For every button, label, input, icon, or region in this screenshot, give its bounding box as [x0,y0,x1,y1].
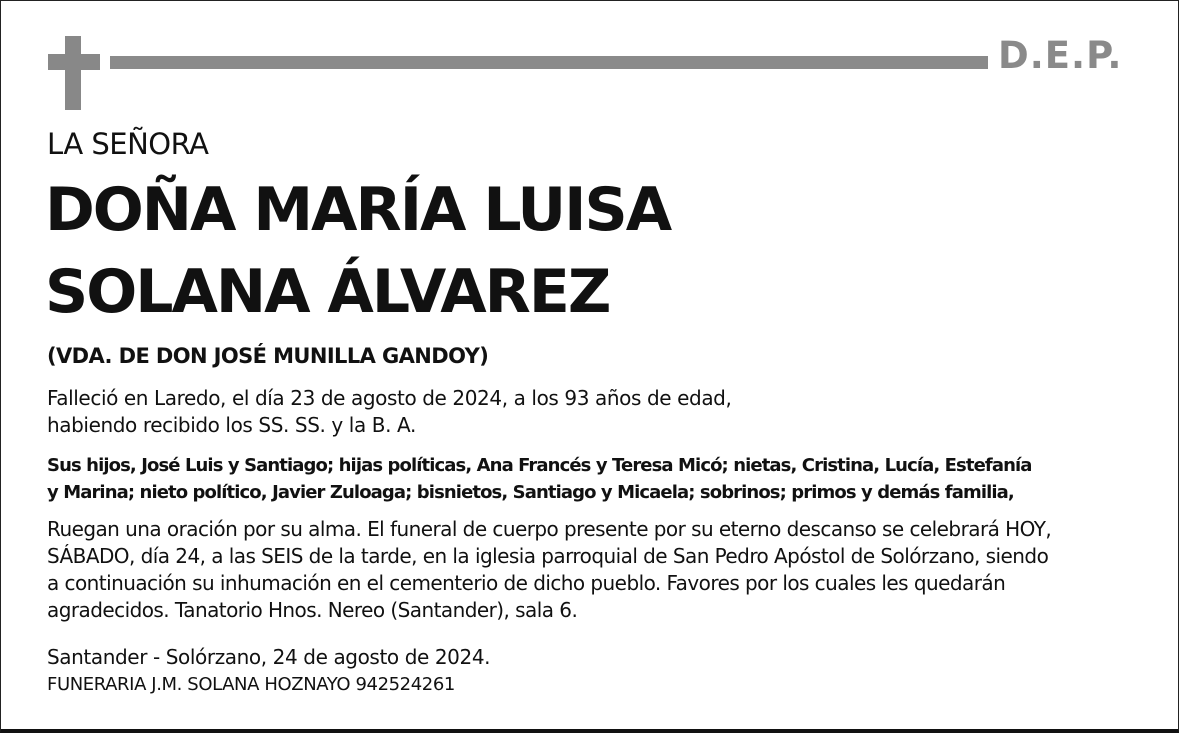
header-rule [110,56,988,69]
widow-of-line: (VDA. DE DON JOSÉ MUNILLA GANDOY) [47,344,489,368]
death-line: Falleció en Laredo, el día 23 de agosto de 2024, a los 93 años de edad, [47,386,732,410]
request-line: Ruegan una oración por su alma. El funeral de cuerpo presente por su eterno descanso se celebrará HOY, [47,517,1052,541]
request-line: SÁBADO, día 24, a las SEIS de la tarde, en la iglesia parroquial de San Pedro Apóstol de Solórzano, siendo [47,544,1049,568]
place-date: Santander - Solórzano, 24 de agosto de 2024. [47,645,491,669]
family-line: Sus hijos, José Luis y Santiago; hijas políticas, Ana Francés y Teresa Micó; nietas, Cristina, Lucía, Estefanía [47,455,1032,476]
request-paragraph [47,516,1051,624]
deceased-name-line-1: DOÑA MARÍA LUISA [45,175,671,245]
request-line: a continuación su inhumación en el cementerio de dicho pueblo. Favores por los cuales les quedarán [47,571,1006,595]
funeral-home: FUNERARIA J.M. SOLANA HOZNAYO 942524261 [47,674,455,695]
death-line: habiendo recibido los SS. SS. y la B. A. [47,413,416,437]
deceased-name-line-2: SOLANA ÁLVAREZ [45,257,610,327]
intro-label: LA SEÑORA [47,127,209,161]
death-paragraph [47,385,731,439]
cross-icon [48,36,100,110]
request-line: agradecidos. Tanatorio Hnos. Nereo (Santander), sala 6. [47,598,578,622]
dep-abbreviation: D.E.P. [998,34,1123,77]
family-line: y Marina; nieto político, Javier Zuloaga; bisnietos, Santiago y Micaela; sobrinos; primos y demás familia, [47,482,1014,503]
family-paragraph [47,452,1032,506]
